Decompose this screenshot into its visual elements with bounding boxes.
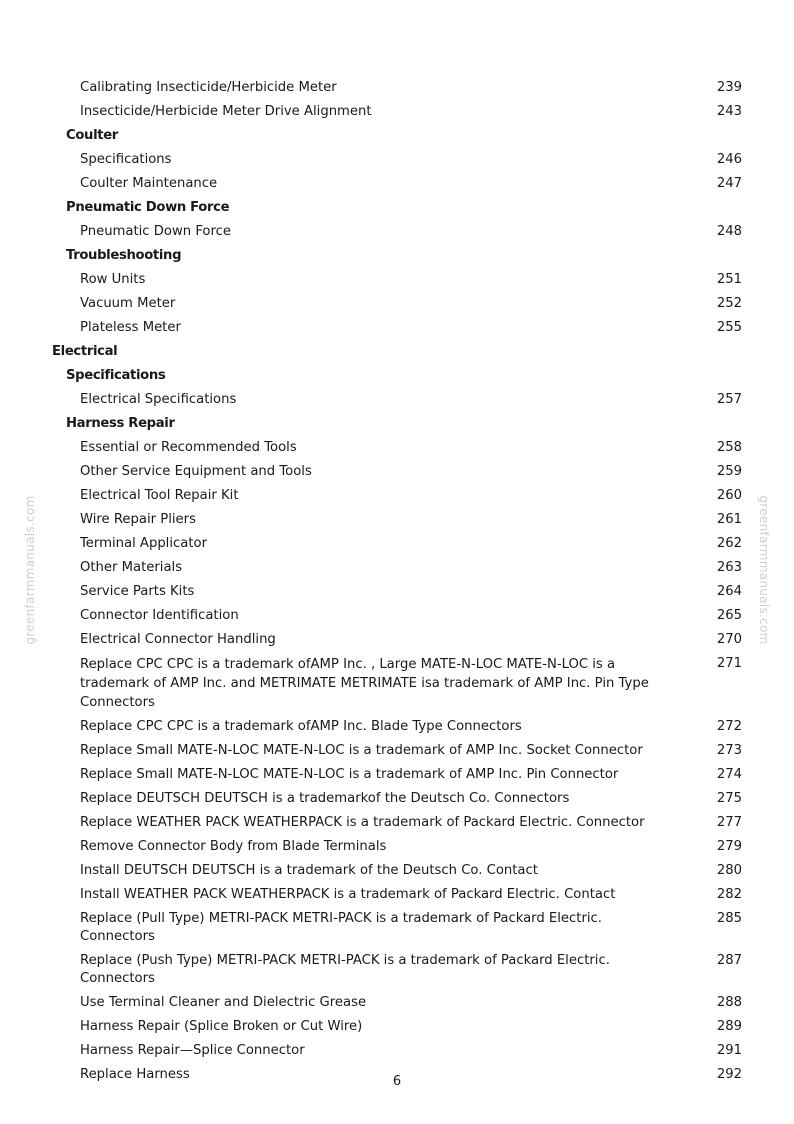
- toc-entry-title: Electrical: [52, 344, 118, 359]
- toc-entry-page-number: 239: [716, 80, 742, 95]
- toc-entry-title: Other Materials: [80, 560, 183, 575]
- toc-entry[interactable]: [0, 148, 794, 172]
- toc-entry-page-number: 272: [716, 719, 742, 734]
- toc-entry-title: Insecticide/Herbicide Meter Drive Alignment: [80, 104, 372, 119]
- toc-entry[interactable]: [0, 436, 794, 460]
- toc-entry-page-number: 262: [716, 536, 742, 551]
- toc-heading[interactable]: [0, 124, 794, 148]
- watermark-right: greenfarmmanuals.com: [757, 495, 771, 645]
- toc-entry-page-number: 261: [716, 512, 742, 527]
- toc-entry-page-number: 291: [716, 1043, 742, 1058]
- toc-entry[interactable]: [0, 316, 794, 340]
- toc-entry-title: Replace (Pull Type) METRI-PACK METRI-PACK is a trademark of Packard Electric. Connectors: [80, 911, 602, 944]
- toc-entry[interactable]: [0, 1039, 794, 1063]
- toc-entry-title: Coulter Maintenance: [80, 176, 218, 191]
- toc-entry[interactable]: [0, 883, 794, 907]
- toc-entry-title: Harness Repair (Splice Broken or Cut Wire): [80, 1019, 363, 1034]
- toc-entry-page-number: 271: [716, 656, 742, 671]
- toc-entry-page-number: 247: [716, 176, 742, 191]
- toc-entry[interactable]: [0, 556, 794, 580]
- toc-entry-page-number: 255: [716, 320, 742, 335]
- toc-entry-page-number: 270: [716, 632, 742, 647]
- toc-entry-page-number: 260: [716, 488, 742, 503]
- page-number: 6: [392, 1074, 402, 1089]
- toc-entry-title: Calibrating Insecticide/Herbicide Meter: [80, 80, 337, 95]
- toc-entry-title: Replace Small MATE-N-LOC MATE-N-LOC is a trademark of AMP Inc. Socket Connector: [80, 743, 643, 758]
- toc-entry[interactable]: [0, 1015, 794, 1039]
- toc-entry-title: Pneumatic Down Force: [66, 200, 230, 215]
- toc-entry-title: Replace CPC CPC is a trademark ofAMP Inc. , Large MATE-N-LOC MATE-N-LOC is a trademark of AMP Inc. and METRIMATE METRIMATE isa trademark of AMP Inc. Pin Type Connectors: [80, 657, 649, 710]
- toc-entry[interactable]: [0, 628, 794, 652]
- toc-entry-page-number: 275: [716, 791, 742, 806]
- table-of-contents: [0, 76, 794, 1087]
- toc-entry[interactable]: [0, 220, 794, 244]
- toc-entry-title: Other Service Equipment and Tools: [80, 464, 312, 479]
- toc-entry-title: Specifications: [66, 368, 166, 383]
- toc-entry-page-number: 251: [716, 272, 742, 287]
- toc-entry-page-number: 257: [716, 392, 742, 407]
- toc-entry-title: Install DEUTSCH DEUTSCH is a trademark of the Deutsch Co. Contact: [80, 863, 538, 878]
- toc-entry[interactable]: [0, 715, 794, 739]
- toc-entry-page-number: 288: [716, 995, 742, 1010]
- toc-entry-page-number: 280: [716, 863, 742, 878]
- toc-entry[interactable]: [0, 292, 794, 316]
- toc-entry-title: Replace Harness: [80, 1067, 190, 1082]
- toc-entry-title: Install WEATHER PACK WEATHERPACK is a trademark of Packard Electric. Contact: [80, 887, 616, 902]
- toc-entry[interactable]: [0, 604, 794, 628]
- toc-entry-title: Remove Connector Body from Blade Terminals: [80, 839, 387, 854]
- toc-entry-title: Replace Small MATE-N-LOC MATE-N-LOC is a trademark of AMP Inc. Pin Connector: [80, 767, 619, 782]
- toc-entry-title: Replace CPC CPC is a trademark ofAMP Inc. Blade Type Connectors: [80, 719, 522, 734]
- toc-entry-page-number: 243: [716, 104, 742, 119]
- toc-entry-page-number: 258: [716, 440, 742, 455]
- toc-entry-title: Row Units: [80, 272, 146, 287]
- toc-entry[interactable]: [0, 508, 794, 532]
- toc-entry[interactable]: [0, 787, 794, 811]
- toc-entry[interactable]: [0, 652, 794, 715]
- toc-entry-page-number: 285: [716, 911, 742, 926]
- toc-entry-title: Electrical Connector Handling: [80, 632, 276, 647]
- toc-entry-page-number: 287: [716, 953, 742, 968]
- toc-heading[interactable]: [0, 364, 794, 388]
- toc-entry-page-number: 273: [716, 743, 742, 758]
- toc-entry-title: Electrical Tool Repair Kit: [80, 488, 239, 503]
- toc-entry-title: Replace (Push Type) METRI-PACK METRI-PACK is a trademark of Packard Electric. Connectors: [80, 953, 610, 986]
- toc-entry[interactable]: [0, 907, 794, 949]
- toc-entry[interactable]: [0, 532, 794, 556]
- toc-entry-page-number: 264: [716, 584, 742, 599]
- toc-entry-title: Connector Identification: [80, 608, 239, 623]
- toc-entry-page-number: 248: [716, 224, 742, 239]
- toc-entry-page-number: 289: [716, 1019, 742, 1034]
- toc-entry-page-number: 274: [716, 767, 742, 782]
- toc-entry-title: Service Parts Kits: [80, 584, 195, 599]
- toc-entry-title: Plateless Meter: [80, 320, 181, 335]
- toc-entry[interactable]: [0, 835, 794, 859]
- watermark-left: greenfarmmanuals.com: [23, 495, 37, 645]
- toc-entry-title: Electrical Specifications: [80, 392, 237, 407]
- toc-heading[interactable]: [0, 412, 794, 436]
- toc-entry-title: Essential or Recommended Tools: [80, 440, 297, 455]
- toc-entry[interactable]: [0, 811, 794, 835]
- toc-entry-title: Harness Repair—Splice Connector: [80, 1043, 305, 1058]
- toc-heading[interactable]: [0, 196, 794, 220]
- toc-entry-page-number: 292: [716, 1067, 742, 1082]
- toc-entry[interactable]: [0, 388, 794, 412]
- toc-entry[interactable]: [0, 580, 794, 604]
- toc-entry-title: Pneumatic Down Force: [80, 224, 231, 239]
- toc-entry-page-number: 279: [716, 839, 742, 854]
- toc-entry[interactable]: [0, 859, 794, 883]
- toc-entry-title: Replace DEUTSCH DEUTSCH is a trademarkof the Deutsch Co. Connectors: [80, 791, 570, 806]
- toc-entry-page-number: 263: [716, 560, 742, 575]
- toc-entry[interactable]: [0, 739, 794, 763]
- toc-entry-title: Use Terminal Cleaner and Dielectric Grease: [80, 995, 367, 1010]
- toc-entry-title: Troubleshooting: [66, 248, 182, 263]
- toc-entry-title: Vacuum Meter: [80, 296, 176, 311]
- toc-heading[interactable]: [0, 244, 794, 268]
- toc-entry[interactable]: [0, 172, 794, 196]
- toc-entry-title: Specifications: [80, 152, 172, 167]
- toc-heading[interactable]: [0, 340, 794, 364]
- toc-entry[interactable]: [0, 763, 794, 787]
- toc-entry-page-number: 277: [716, 815, 742, 830]
- toc-entry[interactable]: [0, 76, 794, 100]
- toc-entry-page-number: 252: [716, 296, 742, 311]
- toc-entry-title: Harness Repair: [66, 416, 175, 431]
- toc-entry[interactable]: [0, 949, 794, 991]
- toc-entry[interactable]: [0, 991, 794, 1015]
- toc-entry-page-number: 259: [716, 464, 742, 479]
- toc-entry-title: Coulter: [66, 128, 118, 143]
- toc-entry[interactable]: [0, 484, 794, 508]
- toc-entry[interactable]: [0, 268, 794, 292]
- toc-entry-title: Wire Repair Pliers: [80, 512, 196, 527]
- toc-entry[interactable]: [0, 100, 794, 124]
- toc-entry-title: Replace WEATHER PACK WEATHERPACK is a trademark of Packard Electric. Connector: [80, 815, 645, 830]
- toc-entry-page-number: 282: [716, 887, 742, 902]
- toc-entry-title: Terminal Applicator: [80, 536, 208, 551]
- toc-entry[interactable]: [0, 460, 794, 484]
- toc-entry-page-number: 265: [716, 608, 742, 623]
- toc-entry-page-number: 246: [716, 152, 742, 167]
